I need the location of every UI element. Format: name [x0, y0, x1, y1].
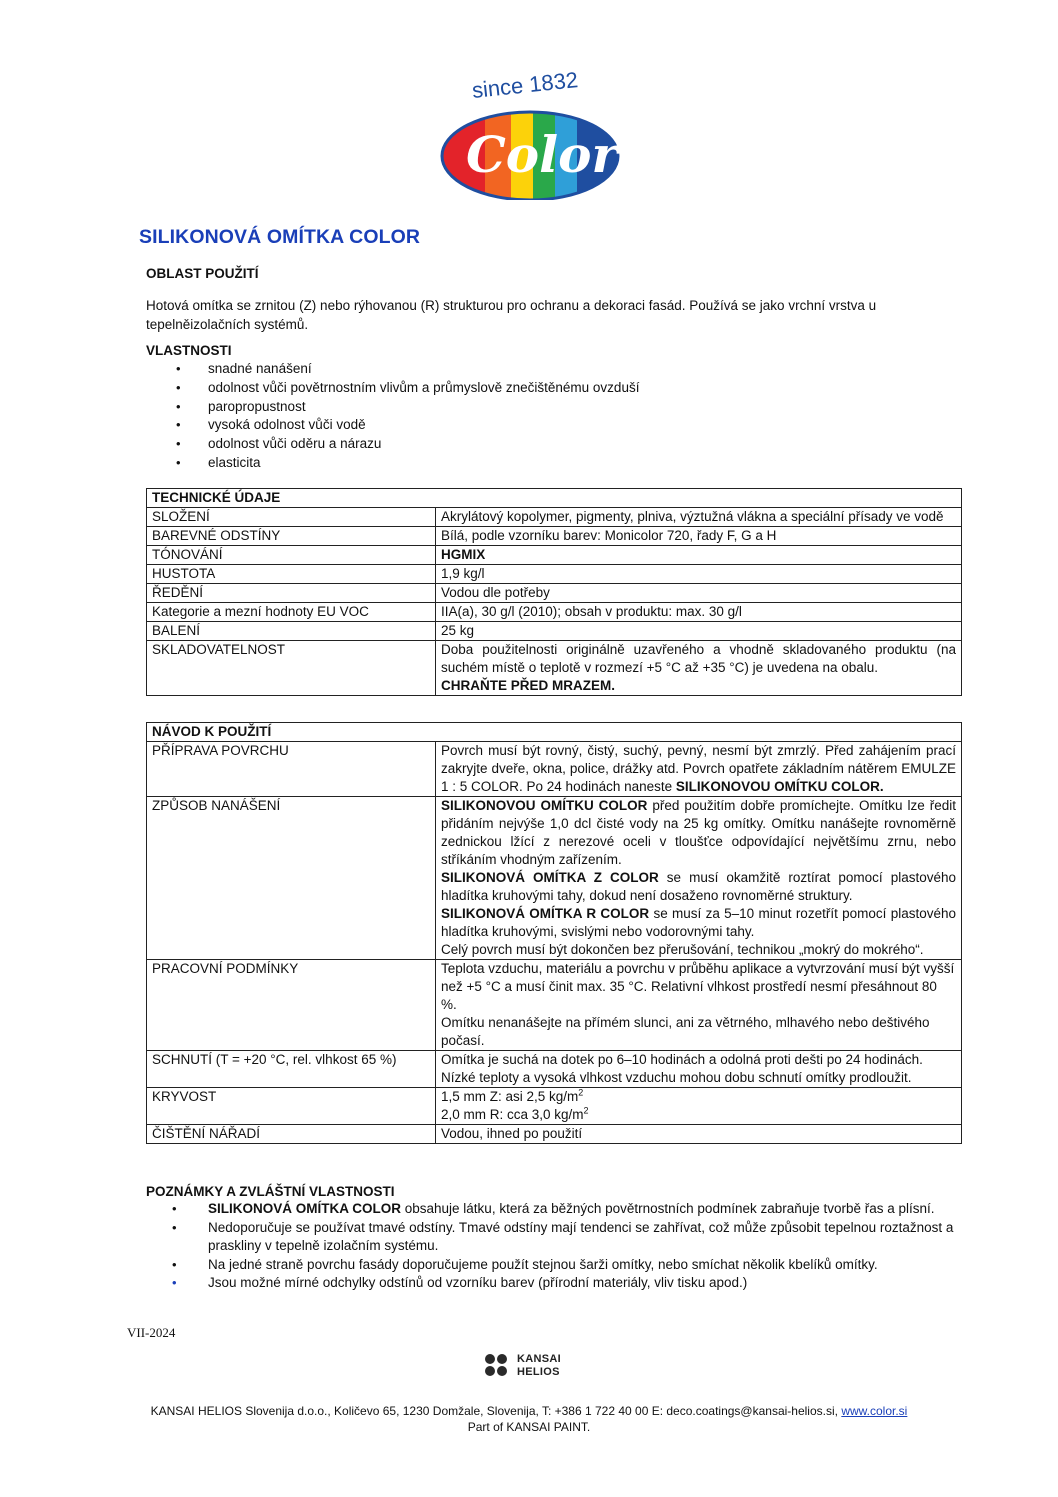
tech-heading: TECHNICKÉ ÚDAJE — [147, 489, 962, 508]
table-row: PŘÍPRAVA POVRCHU Povrch musí být rovný, čistý, suchý, pevný, nesmí být zmrzlý. Před zahájením prací zakryjte dveře, okna, police, drážky atd. Povrch opatřete základním nátěrem EMULZE 1 : 5 COLOR. Po 24 hodinách naneste SILIKONOVOU OMÍTKU COLOR. — [147, 742, 962, 797]
revision-date: VII-2024 — [127, 1325, 176, 1340]
color-logo — [440, 62, 620, 200]
table-row: HUSTOTA 1,9 kg/l — [147, 565, 962, 584]
svg-text:since 1832: since 1832 — [470, 67, 580, 104]
properties-list — [146, 360, 639, 473]
properties-heading: VLASTNOSTI — [146, 343, 232, 358]
usage-heading: OBLAST POUŽITÍ — [146, 266, 259, 281]
list-item: • odolnost vůči povětrnostním vlivům a průmyslově znečištěnému ovzduší — [146, 379, 639, 398]
page-title: SILIKONOVÁ OMÍTKA COLOR — [139, 226, 421, 248]
table-row: TÓNOVÁNÍ HGMIX — [147, 546, 962, 565]
notes-list — [146, 1200, 976, 1293]
table-row: PRACOVNÍ PODMÍNKY Teplota vzduchu, materiálu a povrchu v průběhu aplikace a vytvrzování musí být vyšší než +5 °C a musí činit max. 35 °C. Relativní vlhkost prostředí nesmí přesáhnout 80 %. Omítku nenanášejte na přímém slunci, ani za větrného, mlhavého nebo deštivého počasí. — [147, 960, 962, 1051]
website-link[interactable]: www.color.si — [841, 1404, 908, 1418]
frost-warning: CHRAŇTE PŘED MRAZEM. — [441, 678, 615, 693]
table-row: ČIŠTĚNÍ NÁŘADÍ Vodou, ihned po použití — [147, 1125, 962, 1144]
table-row: KRYVOST 1,5 mm Z: asi 2,5 $kg/m^2$ 2,0 mm R: cca 3,0 $kg/m^2$ — [147, 1088, 962, 1125]
list-item: • odolnost vůči oděru a nárazu — [146, 435, 639, 454]
list-item: • elasticita — [146, 454, 639, 473]
tech-table — [146, 488, 962, 696]
svg-text:Color: Color — [466, 125, 618, 184]
instructions-heading: NÁVOD K POUŽITÍ — [147, 723, 962, 742]
table-row: SCHNUTÍ (T = +20 °C, rel. vlhkost 65 %) Omítka je suchá na dotek po 6–10 hodinách a odolná proti dešti po 24 hodinách. Nízké teploty a vysoká vlhkost vzduchu mohou dobu schnutí omítky prodloužit. — [147, 1051, 962, 1088]
table-row: BALENÍ 25 kg — [147, 622, 962, 641]
list-item: • vysoká odolnost vůči vodě — [146, 416, 639, 435]
table-row: SLOŽENÍ Akrylátový kopolymer, pigmenty, plniva, výztužná vlákna a speciální přísady ve vodě — [147, 508, 962, 527]
table-row: ZPŮSOB NANÁŠENÍ SILIKONOVOU OMÍTKU COLOR před použitím dobře promíchejte. Omítku lze ředit přidáním nejvýše 1,0 dcl čisté vody na 25 kg omítky. Omítku nanášejte rovnoměrně zednickou lžící z nerezové oceli v tloušťce odpovídající největšímu zrnu, nebo stříkáním vhodným zařízením. SILIKONOVÁ OMÍTKA Z COLOR se musí okamžitě roztírat pomocí plastového hladítka kruhovými tahy, dokud není dosaženo rovnoměrné struktury. SILIKONOVÁ OMÍTKA R COLOR se musí za 5–10 minut rozetřít pomocí plastového hladítka kruhovými, svislými nebo vodorovnými tahy. Celý povrch musí být dokončen bez přerušování, technikou „mokrý do mokrého“. — [147, 797, 962, 960]
footer-parent-company: Part of KANSAI PAINT. — [467, 1420, 591, 1434]
table-row: ŘEDĚNÍ Vodou dle potřeby — [147, 584, 962, 603]
table-row: SKLADOVATELNOST Doba použitelnosti originálně uzavřeného a vhodně skladovaného produktu (na suchém místě o teplotě v rozmezí +5 °C až +35 °C) je uvedena na obalu. CHRAŇTE PŘED MRAZEM. — [147, 641, 962, 696]
footer-address: KANSAI HELIOS Slovenija d.o.o., Količevo 65, 1230 Domžale, Slovenija, T: +386 1 722 40 00 E: deco.coatings@kansai-helios.si, www.color.si — [150, 1404, 908, 1418]
usage-text: Hotová omítka se zrnitou (Z) nebo rýhovanou (R) strukturou pro ochranu a dekoraci fasád. Používá se jako vrchní vrstva u tepelněizolačních systémů. — [146, 298, 877, 332]
list-item: • paropropustnost — [146, 398, 639, 417]
list-item: • snadné nanášení — [146, 360, 639, 379]
notes-heading: POZNÁMKY A ZVLÁŠTNÍ VLASTNOSTI — [146, 1184, 395, 1199]
kansai-helios-wordmark: KANSAI HELIOS — [517, 1353, 561, 1378]
table-row: BAREVNÉ ODSTÍNY Bílá, podle vzorníku barev: Monicolor 720, řady F, G a H — [147, 527, 962, 546]
instructions-table — [146, 722, 962, 1144]
table-row: Kategorie a mezní hodnoty EU VOC IIA(a), 30 g/l (2010); obsah v produktu: max. 30 g/l — [147, 603, 962, 622]
list-item: • Nedoporučuje se používat tmavé odstíny. Tmavé odstíny mají tendenci se zahřívat, což může způsobit tepelnou roztažnost a praskliny v tepelně izolačním systému. — [146, 1219, 976, 1256]
list-item: • Jsou možné mírné odchylky odstínů od vzorníku barev (přírodní materiály, vliv tisku apod.) — [146, 1274, 976, 1293]
list-item: • Na jedné straně povrchu fasády doporučujeme použít stejnou šarži omítky, nebo smíchat několik kbelíků omítky. — [146, 1256, 976, 1275]
list-item: • SILIKONOVÁ OMÍTKA COLOR obsahuje látku, která za běžných povětrnostních podmínek zabraňuje tvorbě řas a plísní. — [146, 1200, 976, 1219]
